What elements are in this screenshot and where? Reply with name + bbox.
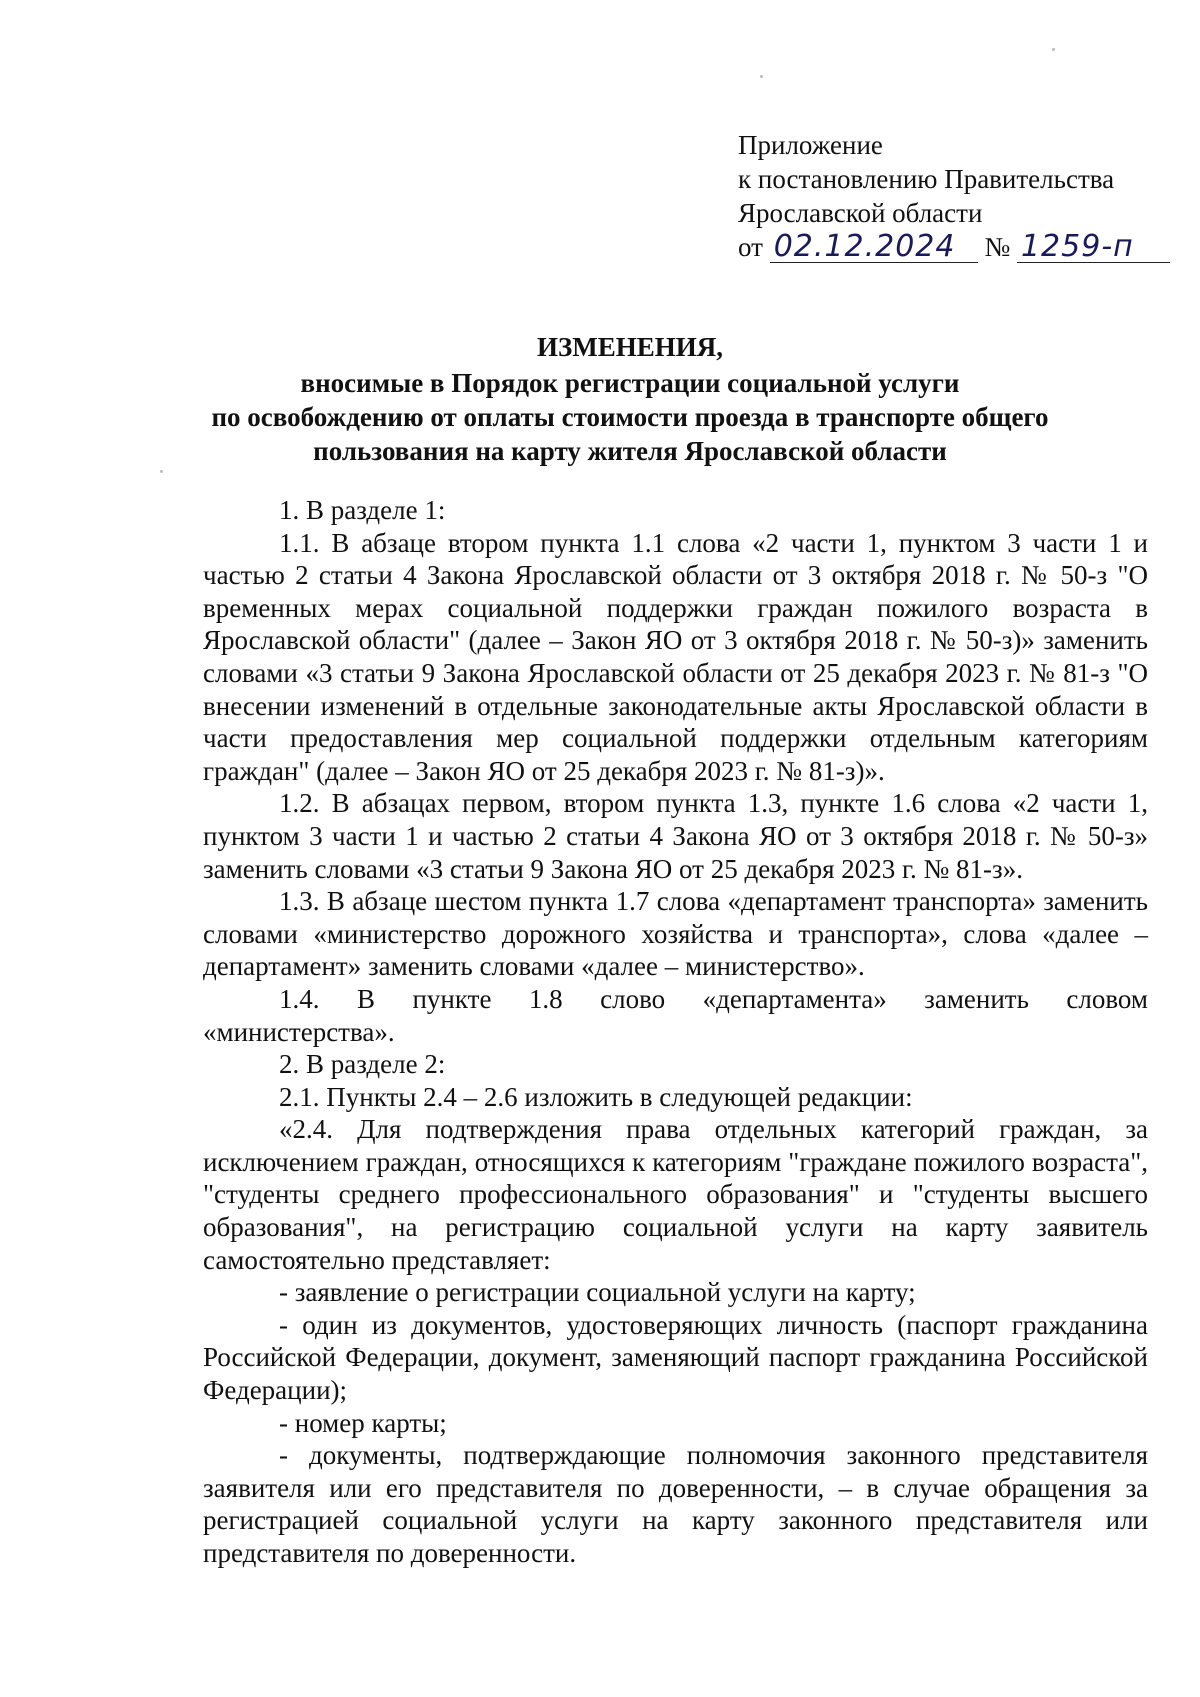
handwritten-number: 1259-п: [1017, 232, 1170, 263]
document-body: [203, 494, 1148, 1570]
title-heading: ИЗМЕНЕНИЯ,: [536, 332, 723, 362]
document-title: [190, 330, 1070, 468]
scan-speck: [760, 75, 763, 78]
annex-date-line: [738, 230, 1170, 264]
scan-speck: [1052, 48, 1055, 51]
annex-title: Приложение: [738, 130, 883, 160]
list-item: - документы, подтверждающие полномочия законного представителя заявителя или его представителя по доверенности, – в случае обращения за регистрацией социальной услуги на карту законного представителя или представителя по доверенности.: [203, 1440, 1148, 1568]
annex-region: Ярославской области: [738, 198, 983, 228]
paragraph: 1.3. В абзаце шестом пункта 1.7 слова «департамент транспорта» заменить словами «министерство дорожного хозяйства и транспорта», слова «далее – департамент» заменить словами «далее – министерство».: [203, 886, 1148, 982]
annex-block: [738, 128, 1170, 264]
date-prefix: от: [738, 232, 763, 262]
handwritten-date: 02.12.2024: [770, 232, 978, 263]
paragraph: 1.1. В абзаце втором пункта 1.1 слова «2 части 1, пунктом 3 части 1 и частью 2 статьи 4 Закона Ярославской области от 3 октября 2018 г. № 50-з "О временных мерах социальной поддержки граждан пожилого возраста в Ярославской области" (далее – Закон ЯО от 3 октября 2018 г. № 50-з)» заменить словами «3 статьи 9 Закона Ярославской области от 25 декабря 2023 г. № 81-з "О внесении изменений в отдельные законодательные акты Ярославской области в части предоставления мер социальной поддержки отдельным категориям граждан" (далее – Закон ЯО от 25 декабря 2023 г. № 81-з)».: [203, 527, 1148, 786]
paragraph: 1.2. В абзацах первом, втором пункта 1.3, пункте 1.6 слова «2 части 1, пунктом 3 части 1 и частью 2 статьи 4 Закона ЯО от 3 октября 2018 г. № 50-з» заменить словами «3 статьи 9 Закона ЯО от 25 декабря 2023 г. № 81-з».: [203, 788, 1148, 884]
scan-speck: [160, 470, 163, 473]
annex-resolution-ref: к постановлению Правительства: [738, 164, 1115, 194]
paragraph: 1.4. В пункте 1.8 слово «департамента» заменить словом «министерства».: [203, 983, 1148, 1047]
paragraph: 2.1. Пункты 2.4 – 2.6 изложить в следующей редакции:: [279, 1081, 913, 1112]
paragraph: 2. В разделе 2:: [279, 1049, 446, 1080]
title-line-2: по освобождению от оплаты стоимости проезда в транспорте общего: [211, 402, 1049, 432]
paragraph: 1. В разделе 1:: [279, 495, 446, 525]
list-item: - номер карты;: [279, 1407, 447, 1438]
number-prefix: №: [984, 232, 1011, 262]
list-item: - один из документов, удостоверяющих личность (паспорт гражданина Российской Федерации, документ, заменяющий паспорт гражданина Российской Федерации);: [203, 1309, 1148, 1406]
list-item: - заявление о регистрации социальной услуги на карту;: [279, 1277, 916, 1308]
title-line-3: пользования на карту жителя Ярославской области: [313, 436, 947, 466]
paragraph: «2.4. Для подтверждения права отдельных категорий граждан, за исключением граждан, относящихся к категориям "граждане пожилого возраста", "студенты среднего профессионального образования" и "студенты высшего образования", на регистрацию социальной услуги на карту заявитель самостоятельно представляет:: [203, 1114, 1148, 1275]
title-line-1: вносимые в Порядок регистрации социальной услуги: [300, 368, 960, 398]
